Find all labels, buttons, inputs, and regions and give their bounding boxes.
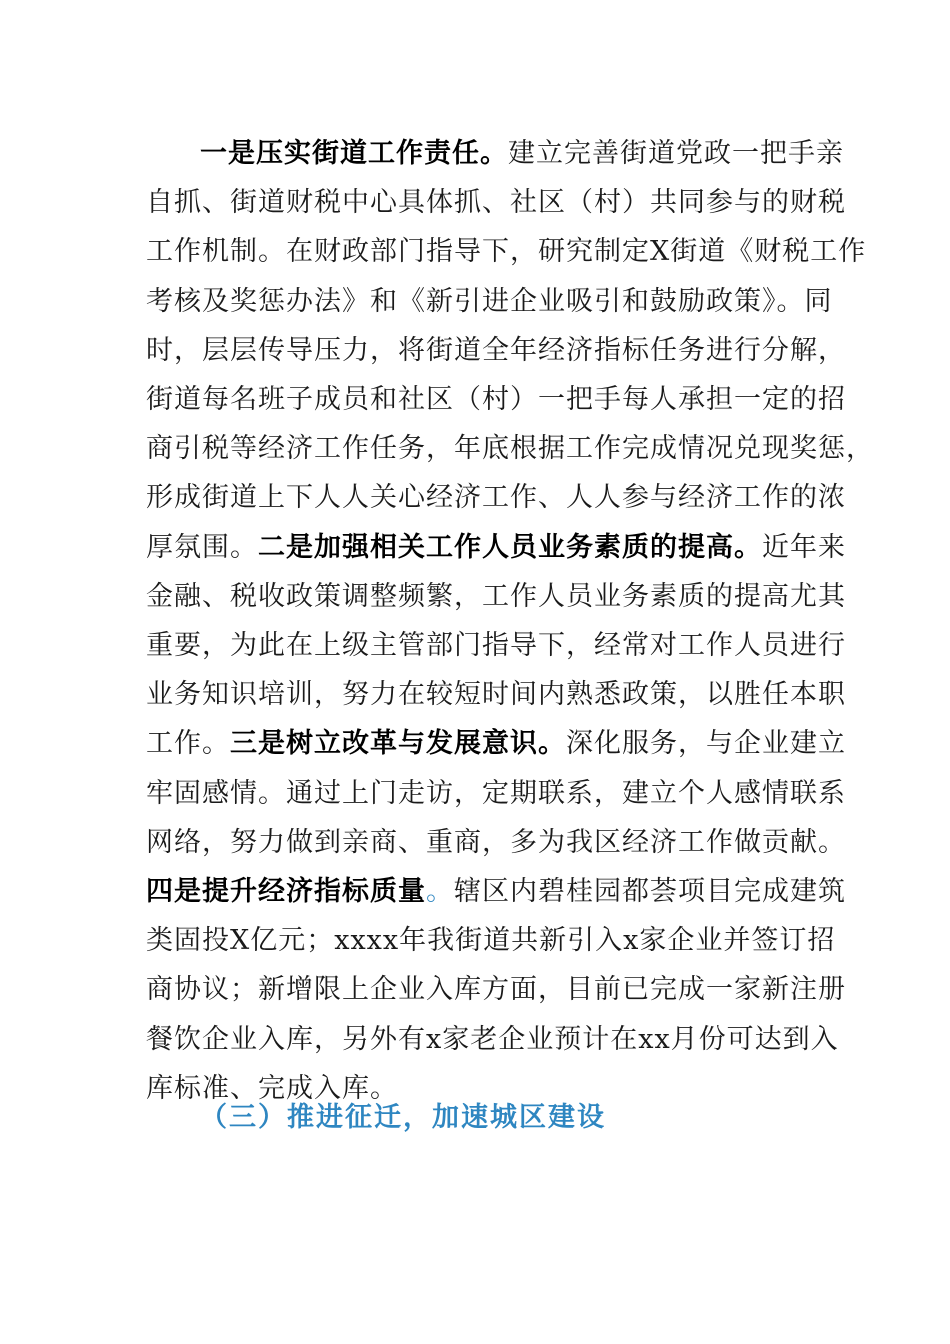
text-run: 建立完善街道党政一把手亲: [508, 138, 844, 169]
text-run: 牢固感情。通过上门走访，定期联系，建立个人感情联系: [146, 778, 846, 809]
text-run: 商引税等经济工作任务，年底根据工作完成情况兑现奖惩，: [146, 433, 874, 464]
paragraph-line: [146, 724, 846, 764]
text-run: 工作。: [146, 728, 230, 759]
text-run: 厚氛围。: [146, 532, 258, 563]
bold-lead-phrase: 二是加强相关工作人员业务素质的提高。: [258, 532, 762, 563]
text-run: 自抓、街道财税中心具体抓、社区（村）共同参与的财税: [146, 187, 846, 218]
text-run: 时，层层传导压力，将街道全年经济指标任务进行分解，: [146, 335, 846, 366]
text-run: 。: [426, 876, 454, 907]
text-run: 近年来: [762, 532, 846, 563]
paragraph-line: [146, 872, 846, 912]
text-run: 重要，为此在上级主管部门指导下，经常对工作人员进行: [146, 630, 846, 661]
text-run: 街道每名班子成员和社区（村）一把手每人承担一定的招: [146, 384, 846, 415]
text-run: 商协议；新增限上企业入库方面，目前已完成一家新注册: [146, 974, 846, 1005]
paragraph-line: [146, 232, 867, 272]
text-run: 形成街道上下人人关心经济工作、人人参与经济工作的浓: [146, 482, 846, 513]
text-run: 深化服务，与企业建立: [566, 728, 846, 759]
text-run: 网络，努力做到亲商、重商，多为我区经济工作做贡献。: [146, 827, 846, 858]
paragraph-line: [146, 675, 846, 715]
paragraph-line: [146, 429, 874, 469]
paragraph-line: [200, 134, 900, 174]
bold-lead-phrase: 一是压实街道工作责任。: [200, 138, 508, 169]
bold-lead-phrase: 三是树立改革与发展意识。: [230, 728, 566, 759]
paragraph-line: [146, 282, 846, 322]
paragraph-line: [146, 183, 846, 223]
paragraph-line: [146, 921, 846, 961]
bold-lead-phrase: 四是提升经济指标质量: [146, 876, 426, 907]
paragraph-line: [146, 823, 846, 863]
text-run: 工作机制。在财政部门指导下，研究制定X街道《财税工作: [146, 236, 867, 267]
paragraph-line: [146, 774, 846, 814]
paragraph-line: [146, 577, 846, 617]
paragraph-line: [146, 478, 846, 518]
paragraph-line: [146, 970, 846, 1010]
paragraph-line: [146, 626, 846, 666]
paragraph-line: [146, 528, 846, 568]
text-run: 考核及奖惩办法》和《新引进企业吸引和鼓励政策》。同: [146, 286, 833, 317]
text-run: 类固投X亿元；xxxx年我街道共新引入x家企业并签订招: [146, 925, 836, 956]
text-run: 库标准、完成入库。: [146, 1073, 398, 1104]
text-run: 餐饮企业入库，另外有x家老企业预计在xx月份可达到入: [146, 1024, 839, 1055]
text-run: 金融、税收政策调整频繁，工作人员业务素质的提高尤其: [146, 581, 846, 612]
text-run: 业务知识培训，努力在较短时间内熟悉政策，以胜任本职: [146, 679, 846, 710]
paragraph-line: [146, 1020, 846, 1060]
paragraph-line: [146, 331, 846, 371]
section-heading: （三）推进征迁，加速城区建设: [200, 1102, 606, 1133]
paragraph-line: [146, 380, 846, 420]
text-run: 辖区内碧桂园都荟项目完成建筑: [454, 876, 846, 907]
